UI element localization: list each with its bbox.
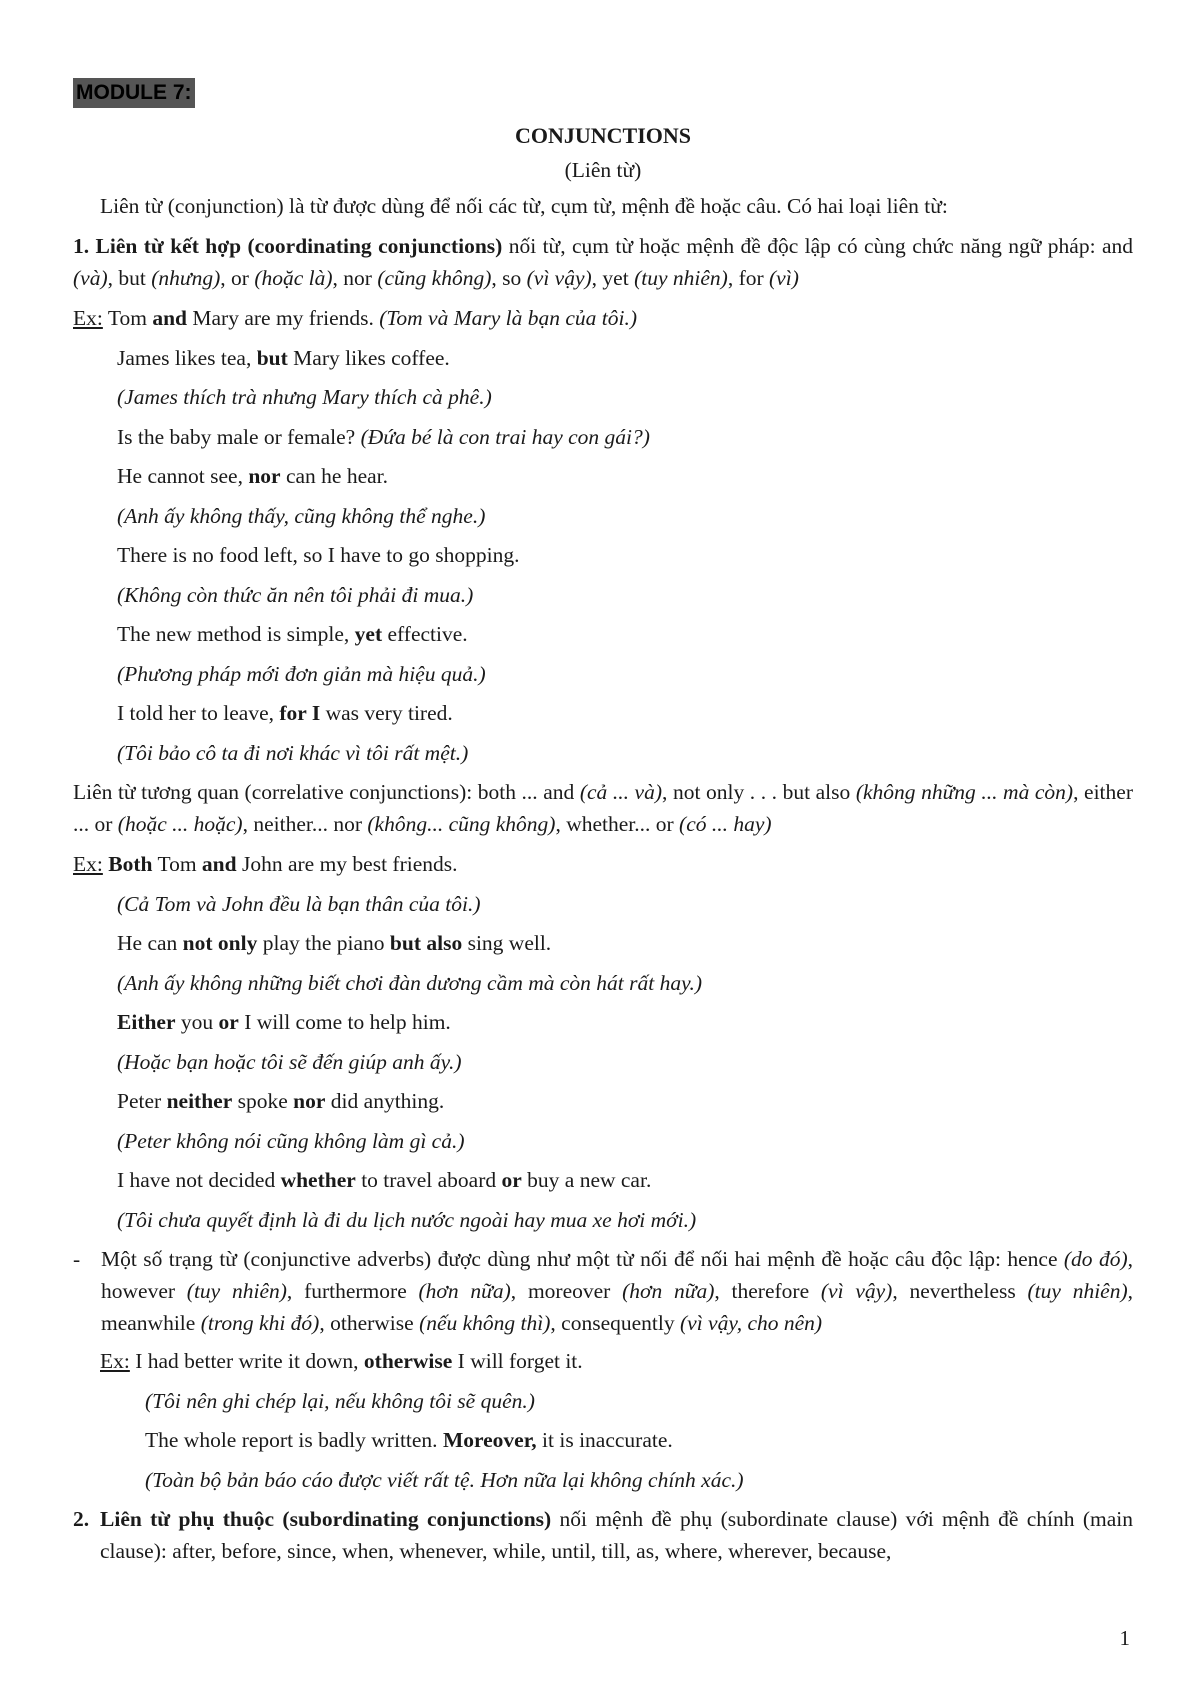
conjunction-meaning: (hoặc là): [254, 266, 333, 290]
example-line: [73, 579, 1133, 619]
correlative-separator: ,: [662, 780, 673, 804]
list-dash: -: [73, 1247, 81, 1271]
example-translation: (Anh ấy không những biết chơi đàn dương cầm mà còn hát rất hay.): [117, 970, 703, 995]
conjunction-meaning: (và): [73, 266, 108, 290]
example-text: I will come to help him.: [238, 1010, 451, 1034]
example-keyword: Both: [108, 852, 153, 876]
example-text: Mary are my friends.: [187, 306, 380, 330]
adverb-meaning: (hơn nữa): [418, 1279, 511, 1303]
conjunction-separator: ,: [220, 266, 232, 290]
coordinating-examples: [73, 342, 1133, 777]
conjunction-word: so: [502, 266, 527, 290]
example-text: Peter: [117, 1089, 167, 1113]
adverb-separator: ,: [1127, 1279, 1133, 1303]
example-line: [73, 500, 1133, 540]
example-line: [73, 1424, 1133, 1464]
example-translation: (Toàn bộ bản báo cáo được viết rất tệ. Hơn nữa lại không chính xác.): [145, 1467, 744, 1492]
example-keyword: neither: [166, 1089, 233, 1113]
conjunction-word: nor: [343, 266, 378, 290]
example-line: [73, 342, 1133, 382]
conjunction-separator: ,: [727, 266, 739, 290]
adverb-word: therefore: [731, 1279, 821, 1303]
example-line: [73, 1006, 1133, 1046]
example-line: [73, 848, 1133, 888]
section-text: Một số trạng từ (conjunctive adverbs) được dùng như một từ nối để nối hai mệnh đề hoặc câu độc lập:: [101, 1247, 1008, 1271]
example-keyword: not only: [182, 931, 258, 955]
example-line: [73, 1125, 1133, 1165]
example-line: [73, 460, 1133, 500]
example-translation: (Cả Tom và John đều là bạn thân của tôi.): [117, 891, 481, 916]
adverb-word: hence: [1007, 1247, 1064, 1271]
correlative-separator: ,: [1073, 780, 1085, 804]
example-text: He can: [117, 931, 183, 955]
adverb-word: moreover: [527, 1279, 623, 1303]
example-keyword: for I: [279, 701, 321, 725]
section-heading: Liên từ kết hợp (coordinating conjunctions): [95, 234, 503, 258]
correlative-separator: ,: [242, 812, 254, 836]
correlative-section: [73, 776, 1133, 840]
example-keyword: otherwise: [363, 1349, 453, 1373]
section-text: nối từ, cụm từ hoặc mệnh đề độc lập có cùng chức năng ngữ pháp:: [502, 234, 1102, 258]
example-translation: (Không còn thức ăn nên tôi phải đi mua.): [117, 582, 474, 607]
conjunction-separator: ,: [107, 266, 119, 290]
example-keyword: whether: [280, 1168, 356, 1192]
example-translation: (Peter không nói cũng không làm gì cả.): [117, 1128, 465, 1153]
page-title: CONJUNCTIONS: [514, 123, 692, 148]
example-keyword: but: [256, 345, 288, 370]
correlative-meaning: (không... cũng không): [367, 812, 556, 836]
section-text: Liên từ tương quan (correlative conjunctions):: [73, 780, 478, 804]
example-line: [73, 381, 1133, 421]
example-label: Ex:: [100, 1349, 130, 1373]
adverb-meaning: (nếu không thì): [419, 1311, 551, 1335]
conjunction-meaning: (vì vậy): [526, 266, 592, 290]
example-keyword: or: [218, 1010, 239, 1034]
adverb-word: otherwise: [330, 1311, 420, 1335]
example-text: you: [175, 1010, 219, 1034]
conjunction-separator: ,: [591, 266, 603, 290]
page-number: 1: [1119, 1626, 1130, 1650]
adverb-separator: ,: [892, 1279, 910, 1303]
example-translation: (Đứa bé là con trai hay con gái?): [360, 424, 650, 449]
example-line: [73, 1345, 1133, 1385]
adverb-meaning: (do đó): [1063, 1247, 1128, 1271]
correlative-word: either ... or: [73, 780, 1133, 836]
correlative-meaning: (hoặc ... hoặc): [117, 812, 243, 836]
example-text: can he hear.: [280, 464, 389, 488]
example-translation: (Tôi bảo cô ta đi nơi khác vì tôi rất mệt.): [117, 740, 469, 765]
example-line: [73, 421, 1133, 461]
example-line: [73, 927, 1133, 967]
example-text: John are my best friends.: [236, 852, 458, 876]
example-translation: (Anh ấy không thấy, cũng không thể nghe.): [117, 503, 486, 528]
adverb-meaning: (trong khi đó): [200, 1311, 320, 1335]
example-text: Is the baby male or female?: [117, 424, 361, 449]
example-translation: (Phương pháp mới đơn giản mà hiệu quả.): [117, 661, 486, 686]
adverbs-section: [73, 1243, 1133, 1339]
example-translation-line: [73, 1464, 1133, 1504]
example-keyword: nor: [293, 1089, 326, 1113]
correlative-meaning: (không những ... mà còn): [855, 780, 1074, 804]
example-text: play the piano: [257, 931, 390, 955]
example-line: [73, 737, 1133, 777]
example-text: I will forget it.: [452, 1349, 583, 1373]
example-line: [73, 658, 1133, 698]
example-translation: (James thích trà nhưng Mary thích cà phê.): [117, 385, 492, 409]
correlative-word: neither... nor: [253, 812, 368, 836]
conjunction-word: for: [738, 266, 770, 290]
correlative-separator: ,: [555, 812, 567, 836]
example-line: [73, 888, 1133, 928]
example-keyword: Either: [117, 1010, 176, 1034]
adverb-word: however: [101, 1279, 187, 1303]
example-translation: (Tôi chưa quyết định là đi du lịch nước ngoài hay mua xe hơi mới.): [117, 1207, 697, 1232]
example-text: James likes tea,: [117, 345, 257, 370]
correlative-word: both ... and: [477, 780, 580, 804]
example-text: The new method is simple,: [117, 622, 355, 646]
example-keyword: but also: [389, 931, 463, 955]
example-line: [73, 1046, 1133, 1086]
section-heading: Liên từ phụ thuộc (subordinating conjunctions): [100, 1507, 552, 1531]
example-label: Ex:: [73, 852, 103, 876]
adverb-word: furthermore: [304, 1279, 419, 1303]
adverb-separator: ,: [319, 1311, 331, 1335]
example-text: sing well.: [462, 931, 552, 955]
correlative-meaning: (cả ... và): [579, 780, 662, 804]
example-text: The whole report is badly written.: [145, 1428, 443, 1452]
correlative-word: not only . . . but also: [672, 780, 856, 804]
example-line: [73, 302, 1133, 342]
adverb-meaning: (tuy nhiên): [1027, 1279, 1128, 1303]
example-text: buy a new car.: [521, 1168, 652, 1192]
example-line: [73, 967, 1133, 1007]
example-keyword: nor: [248, 464, 281, 488]
adverb-meaning: (tuy nhiên): [186, 1279, 287, 1303]
example-label: Ex:: [73, 306, 103, 330]
example-text: spoke: [232, 1089, 294, 1113]
example-text: There is no food left, so I have to go shopping.: [117, 543, 520, 567]
conjunction-separator: ,: [332, 266, 344, 290]
example-keyword: and: [201, 852, 237, 876]
example-translation: (Tom và Mary là bạn của tôi.): [379, 306, 638, 330]
example-text: I told her to leave,: [117, 701, 280, 725]
conjunction-word: and: [1101, 234, 1134, 258]
conjunction-word: but: [118, 266, 152, 290]
example-line: [73, 697, 1133, 737]
conjunction-word: or: [231, 266, 255, 290]
adverb-separator: ,: [550, 1311, 562, 1335]
conjunction-meaning: (cũng không): [377, 266, 492, 290]
adverb-meaning: (vì vậy, cho nên): [680, 1311, 823, 1335]
example-keyword: yet: [354, 622, 383, 646]
example-keyword: or: [501, 1168, 522, 1192]
correlative-examples: [73, 888, 1133, 1244]
correlative-word: whether... or: [566, 812, 680, 836]
example-translation: (Tôi nên ghi chép lại, nếu không tôi sẽ quên.): [145, 1388, 535, 1413]
example-keyword: Moreover,: [442, 1428, 537, 1452]
adverb-separator: ,: [510, 1279, 528, 1303]
conjunction-meaning: (vì): [769, 266, 799, 290]
example-line: [73, 539, 1133, 579]
example-text: Mary likes coffee.: [287, 345, 450, 370]
example-text: was very tired.: [320, 701, 453, 725]
example-text: it is inaccurate.: [536, 1428, 673, 1452]
example-line: [73, 618, 1133, 658]
example-text: did anything.: [325, 1089, 445, 1113]
module-label: MODULE 7:: [73, 78, 195, 108]
adverb-meaning: (vì vậy): [820, 1279, 893, 1303]
correlative-meaning: (có ... hay): [679, 812, 772, 836]
example-line: [73, 1085, 1133, 1125]
example-keyword: and: [152, 306, 187, 330]
example-text: I have not decided: [117, 1168, 281, 1192]
adverb-word: meanwhile: [101, 1311, 201, 1335]
section-number: 1.: [73, 234, 90, 258]
example-text: Tom: [102, 306, 153, 330]
example-line: [73, 1164, 1133, 1204]
coordinating-section: [73, 230, 1133, 294]
adverb-separator: ,: [286, 1279, 305, 1303]
adverb-meaning: (hơn nữa): [622, 1279, 715, 1303]
example-text: effective.: [382, 622, 468, 646]
intro-paragraph: Liên từ (conjunction) là từ được dùng để nối các từ, cụm từ, mệnh đề hoặc câu. Có hai loại liên từ:: [100, 194, 948, 218]
example-text: to travel aboard: [355, 1168, 502, 1192]
conjunction-word: yet: [602, 266, 635, 290]
adverb-word: nevertheless: [909, 1279, 1028, 1303]
document-body: [73, 120, 1133, 1567]
example-line: [73, 1204, 1133, 1244]
subordinating-section: [73, 1503, 1133, 1567]
adverb-separator: ,: [1127, 1247, 1133, 1271]
page-subtitle: (Liên từ): [564, 158, 642, 182]
example-text: I had better write it down,: [129, 1349, 364, 1373]
section-number: 2.: [73, 1507, 90, 1531]
example-text: He cannot see,: [117, 464, 249, 488]
section-text: nối mệnh đề phụ (subordinate clause) với mệnh đề chính (main clause): after, before, since, when, whenever, while, until, till, as, where, wherever, because,: [100, 1507, 1133, 1563]
adverb-word: consequently: [561, 1311, 680, 1335]
example-text: Tom: [152, 852, 202, 876]
conjunction-separator: ,: [491, 266, 503, 290]
adverb-separator: ,: [714, 1279, 732, 1303]
conjunction-meaning: (nhưng): [151, 266, 221, 290]
conjunction-meaning: (tuy nhiên): [634, 266, 728, 290]
example-translation: (Hoặc bạn hoặc tôi sẽ đến giúp anh ấy.): [117, 1049, 462, 1074]
example-translation-line: [73, 1385, 1133, 1425]
